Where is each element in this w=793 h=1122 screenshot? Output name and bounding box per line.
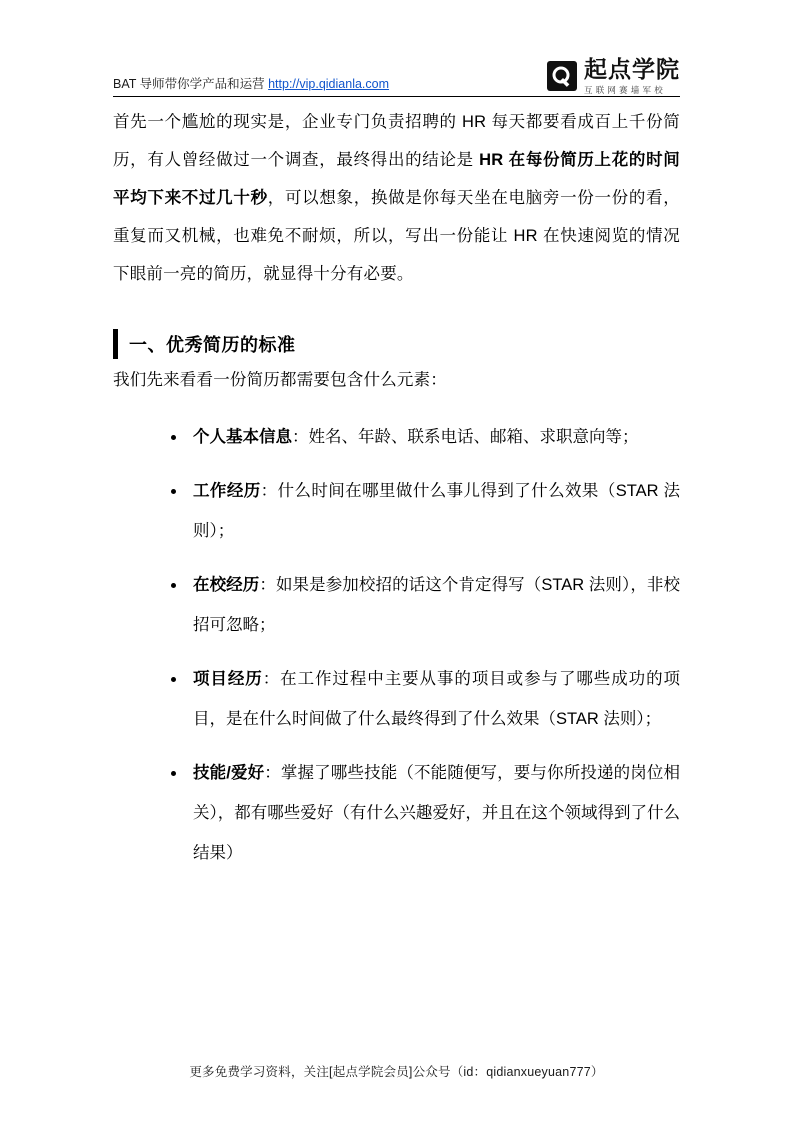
list-item-term: 个人基本信息	[193, 428, 292, 446]
section-title: 一、优秀简历的标准	[129, 335, 296, 355]
list-item	[171, 659, 680, 739]
section-accent-bar	[113, 329, 118, 359]
list-item-term: 工作经历	[193, 482, 261, 500]
list-item-text: ：姓名、年龄、联系电话、邮箱、求职意向等；	[292, 428, 639, 446]
brand-logo	[547, 56, 680, 95]
list-item-text: ：什么时间在哪里做什么事儿得到了什么效果（STAR 法则）；	[193, 482, 680, 540]
page-footer: 更多免费学习资料，关注[起点学院会员]公众号（id：qidianxueyuan777）	[189, 1065, 604, 1079]
header-tagline-text: BAT 导师带你学产品和运营	[113, 77, 269, 91]
list-item-text: ：如果是参加校招的话这个肯定得写（STAR 法则），非校招可忽略；	[193, 576, 680, 634]
list-item-term: 项目经历	[193, 670, 263, 688]
brand-slogan: 互联网赛墙军校	[584, 84, 666, 95]
list-item-text: ：在工作过程中主要从事的项目或参与了哪些成功的项目，是在什么时间做了什么最终得到了什么效果（STAR 法则）；	[193, 670, 681, 728]
intro-paragraph	[113, 103, 680, 293]
list-item	[171, 565, 680, 645]
section-lead-text: 我们先来看看一份简历都需要包含什么元素：	[113, 371, 447, 389]
list-item	[171, 753, 680, 873]
intro-paragraph-emphasis: HR 在每份简历上花的时间平均下来不过几十秒	[113, 151, 680, 207]
section-heading	[113, 327, 680, 361]
qidian-q-logo-icon	[547, 61, 577, 91]
document-content	[113, 103, 680, 887]
list-item	[171, 417, 680, 457]
header-site-link[interactable]: http://vip.qidianla.com	[268, 77, 390, 91]
list-item-text: ：掌握了哪些技能（不能随便写，要与你所投递的岗位相关），都有哪些爱好（有什么兴趣爱好，并且在这个领域得到了什么结果）	[193, 764, 680, 862]
header-tagline	[113, 76, 389, 94]
list-item-term: 在校经历	[193, 576, 260, 594]
page-header	[113, 48, 680, 94]
brand-name: 起点学院	[584, 56, 680, 83]
intro-paragraph-part1: 首先一个尴尬的现实是，企业专门负责招聘的 HR 每天都要看成百上千份简历，有人曾经做过一个调查，最终得出的结论是	[113, 113, 680, 169]
intro-paragraph-part2: ，可以想象，换做是你每天坐在电脑旁一份一份的看，重复而又机械，也难免不耐烦，所以，写出一份能让 HR 在快速阅览的情况下眼前一亮的简历，就显得十分有必要。	[113, 189, 680, 283]
brand-logo-text	[584, 56, 680, 95]
list-item-term: 技能/爱好	[193, 764, 265, 782]
header-divider	[113, 96, 680, 97]
resume-elements-list	[113, 417, 680, 873]
list-item	[171, 471, 680, 551]
